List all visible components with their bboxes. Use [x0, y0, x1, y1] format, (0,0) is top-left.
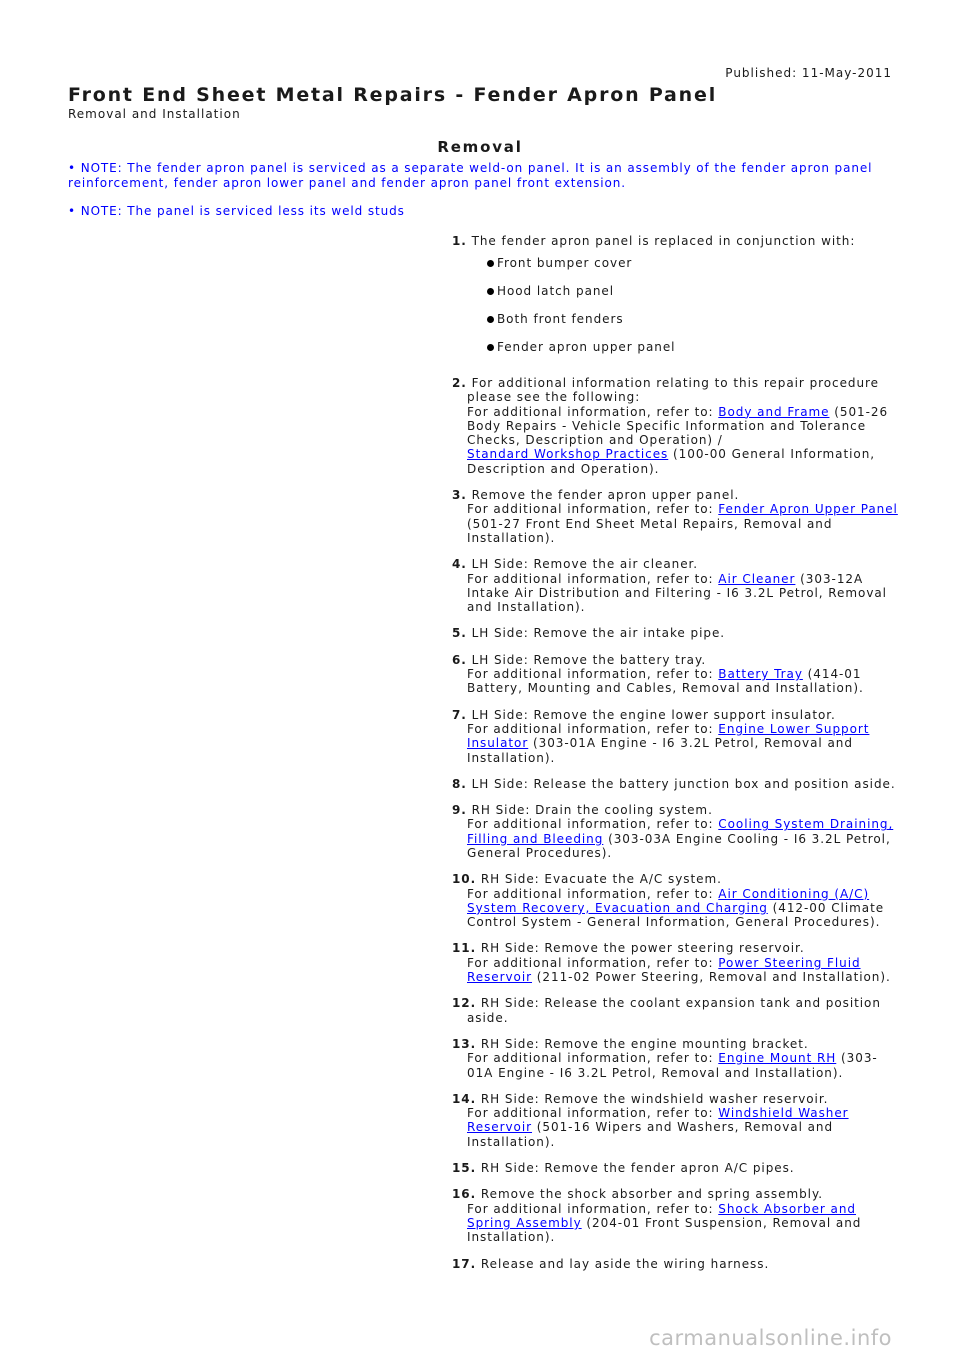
- step-number: 2.: [452, 375, 467, 390]
- step-5: [452, 626, 902, 640]
- reference-detail: (501-27 Front End Sheet Metal Repairs, Removal and Installation).: [467, 516, 833, 545]
- step-text: RH Side: Remove the fender apron A/C pipes.: [480, 1161, 795, 1176]
- watermark: carmanualsonline.info: [649, 1326, 892, 1350]
- reference-text: For additional information, refer to:: [467, 1051, 714, 1066]
- step-number: 16.: [452, 1187, 477, 1202]
- list-item: Both front fenders: [467, 312, 902, 326]
- step-number: 7.: [452, 707, 467, 722]
- step-number: 8.: [452, 776, 467, 791]
- step-8: [452, 777, 902, 791]
- step-text: Remove the fender apron upper panel.: [471, 488, 740, 503]
- step-number: 6.: [452, 652, 467, 667]
- link-cooling-system-draining[interactable]: Cooling System Draining, Filling and Bleeding: [467, 817, 894, 846]
- step-number: 3.: [452, 488, 467, 503]
- note-weld-studs: • NOTE: The panel is serviced less its weld studs: [68, 204, 405, 218]
- reference-text: For additional information, refer to:: [467, 1201, 714, 1216]
- step-number: 5.: [452, 626, 467, 641]
- reference-detail: (501-16 Wipers and Washers, Removal and Installation).: [467, 1120, 834, 1149]
- link-power-steering-fluid-reservoir[interactable]: Power Steering Fluid Reservoir: [467, 955, 861, 985]
- link-standard-workshop-practices[interactable]: Standard Workshop Practices: [467, 447, 669, 462]
- reference-text: For additional information, refer to:: [467, 886, 714, 901]
- step-number: 15.: [452, 1161, 477, 1176]
- list-item: Hood latch panel: [467, 284, 902, 298]
- reference-text: For additional information, refer to:: [467, 502, 714, 517]
- page-title: Front End Sheet Metal Repairs - Fender Apron Panel: [68, 84, 718, 106]
- link-body-and-frame[interactable]: Body and Frame: [718, 404, 830, 419]
- step-12: [452, 996, 902, 1025]
- step-number: 4.: [452, 557, 467, 572]
- step-text: LH Side: Remove the air cleaner.: [471, 557, 699, 572]
- step-text: LH Side: Remove the battery tray.: [471, 652, 707, 667]
- step-text: For additional information relating to this repair procedure please see the following:: [467, 375, 880, 405]
- step-text: RH Side: Drain the cooling system.: [471, 803, 713, 818]
- link-engine-mount-rh[interactable]: Engine Mount RH: [718, 1051, 837, 1066]
- list-item: Front bumper cover: [467, 256, 902, 270]
- reference-detail: (303-01A Engine - I6 3.2L Petrol, Removal and Installation).: [467, 736, 853, 765]
- step-number: 9.: [452, 803, 467, 818]
- reference-detail: (501-26 Body Repairs - Vehicle Specific Information and Tolerance Checks, Description and Operation) /: [467, 404, 889, 448]
- reference-text: For additional information, refer to:: [467, 721, 714, 736]
- step-6: [452, 653, 902, 696]
- step-text: Remove the shock absorber and spring assembly.: [480, 1187, 824, 1202]
- reference-detail: (412-00 Climate Control System - General Information, General Procedures).: [467, 900, 885, 930]
- bullet-list: [467, 256, 902, 354]
- link-shock-absorber-and-spring-assembly[interactable]: Shock Absorber and Spring Assembly: [467, 1201, 856, 1230]
- step-text: LH Side: Release the battery junction box and position aside.: [471, 776, 896, 791]
- step-1: [452, 234, 902, 354]
- reference-detail: (100-00 General Information, Description and Operation).: [467, 447, 876, 476]
- step-4: [452, 557, 902, 614]
- note-assembly: • NOTE: The fender apron panel is serviced as a separate weld-on panel. It is an assembly of the fender apron panel reinforcement, fender apron lower panel and fender apron panel front extension.: [68, 161, 873, 190]
- reference-detail: (211-02 Power Steering, Removal and Installation).: [536, 970, 891, 985]
- reference-text: For additional information, refer to:: [467, 404, 714, 419]
- link-air-cleaner[interactable]: Air Cleaner: [718, 571, 796, 586]
- step-number: 10.: [452, 872, 477, 887]
- step-number: 17.: [452, 1256, 477, 1271]
- step-15: [452, 1161, 902, 1175]
- step-number: 1.: [452, 234, 467, 248]
- step-text: RH Side: Remove the power steering reservoir.: [480, 941, 805, 956]
- step-number: 14.: [452, 1091, 477, 1106]
- step-10: [452, 872, 902, 929]
- reference-detail: (414-01 Battery, Mounting and Cables, Removal and Installation).: [467, 667, 864, 696]
- step-number: 12.: [452, 996, 477, 1011]
- step-text: LH Side: Remove the engine lower support insulator.: [471, 707, 836, 722]
- step-text: RH Side: Remove the engine mounting bracket.: [480, 1036, 809, 1051]
- list-item: Fender apron upper panel: [467, 340, 902, 354]
- step-16: [452, 1187, 902, 1244]
- published-date: Published: 11-May-2011: [725, 66, 892, 80]
- reference-text: For additional information, refer to:: [467, 817, 714, 832]
- removal-steps: [452, 234, 902, 1283]
- reference-detail: (204-01 Front Suspension, Removal and Installation).: [467, 1215, 862, 1245]
- reference-text: For additional information, refer to:: [467, 667, 714, 682]
- reference-text: For additional information, refer to:: [467, 955, 714, 970]
- link-engine-lower-support-insulator[interactable]: Engine Lower Support Insulator: [467, 721, 870, 751]
- reference-detail: (303-03A Engine Cooling - I6 3.2L Petrol, General Procedures).: [467, 831, 891, 860]
- step-3: [452, 488, 902, 545]
- step-13: [452, 1037, 902, 1080]
- section-title-removal: Removal: [437, 138, 523, 156]
- step-7: [452, 708, 902, 765]
- step-text: RH Side: Release the coolant expansion tank and position aside.: [467, 996, 881, 1025]
- step-text: LH Side: Remove the air intake pipe.: [471, 626, 726, 641]
- step-14: [452, 1092, 902, 1149]
- reference-text: For additional information, refer to:: [467, 571, 714, 586]
- step-text: Release and lay aside the wiring harness.: [480, 1256, 770, 1271]
- reference-detail: (303-01A Engine - I6 3.2L Petrol, Removal and Installation).: [467, 1051, 878, 1080]
- link-fender-apron-upper-panel[interactable]: Fender Apron Upper Panel: [718, 502, 898, 517]
- reference-detail: (303-12A Intake Air Distribution and Filtering - I6 3.2L Petrol, Removal and Installation).: [467, 571, 887, 615]
- link-windshield-washer-reservoir[interactable]: Windshield Washer Reservoir: [467, 1106, 849, 1135]
- step-number: 13.: [452, 1036, 477, 1051]
- step-text: RH Side: Remove the windshield washer reservoir.: [480, 1091, 829, 1106]
- step-text: The fender apron panel is replaced in conjunction with:: [471, 234, 856, 248]
- step-2: [452, 376, 902, 476]
- link-ac-system-recovery[interactable]: Air Conditioning (A/C) System Recovery, Evacuation and Charging: [467, 886, 870, 915]
- step-text: RH Side: Evacuate the A/C system.: [480, 872, 722, 887]
- reference-text: For additional information, refer to:: [467, 1106, 714, 1121]
- step-number: 11.: [452, 941, 477, 956]
- page-subtitle: Removal and Installation: [68, 107, 241, 121]
- step-17: [452, 1257, 902, 1271]
- link-battery-tray[interactable]: Battery Tray: [718, 667, 803, 682]
- step-11: [452, 941, 902, 984]
- step-9: [452, 803, 902, 860]
